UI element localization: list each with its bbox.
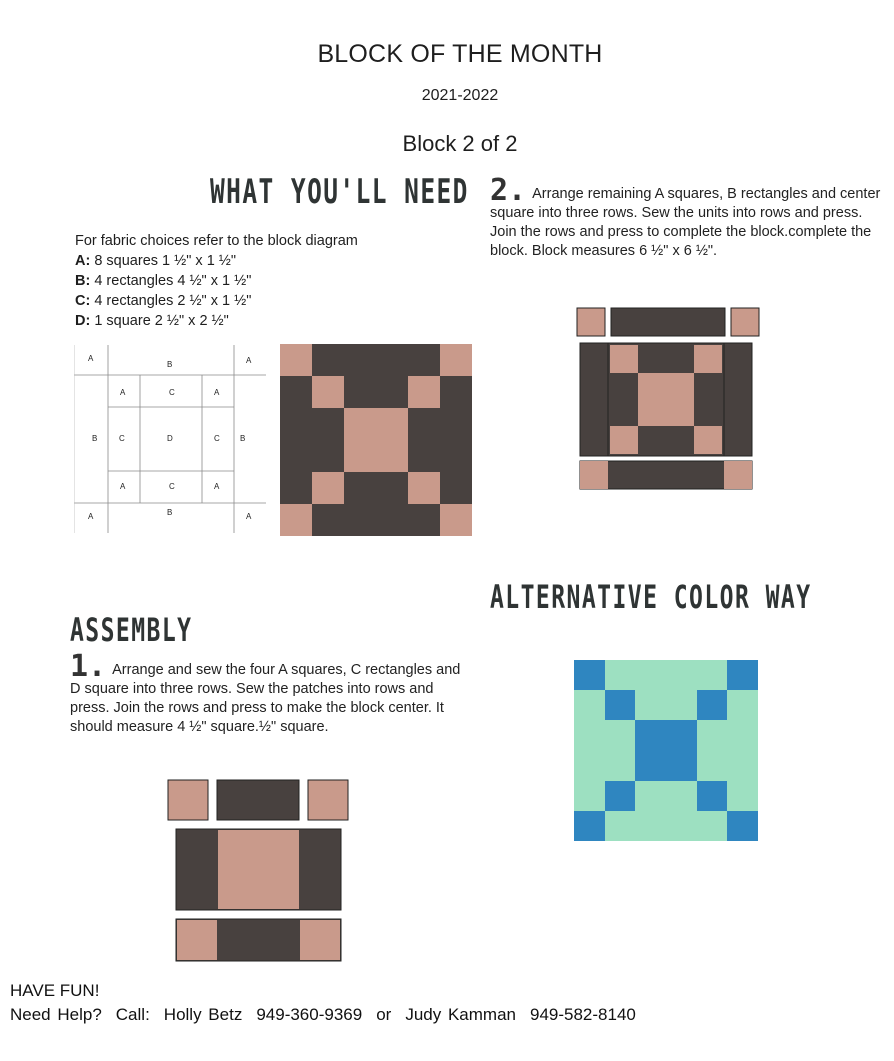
help-contact-line	[10, 1005, 650, 1025]
label-c: C	[214, 434, 220, 443]
block-number: Block 2 of 2	[402, 131, 518, 156]
block-diagram	[74, 345, 274, 535]
label-b: B	[92, 434, 98, 443]
page-title: BLOCK OF THE MONTH	[317, 40, 603, 68]
step1-diagram	[166, 778, 356, 966]
fabric-item-a: A: 8 squares 1 ½" x 1 ½"	[75, 253, 237, 269]
label-a: A	[214, 482, 220, 491]
label-b: B	[240, 434, 246, 443]
label-a: A	[88, 512, 94, 521]
label-a: A	[88, 354, 94, 363]
fabric-item-c: C: 4 rectangles 2 ½" x 1 ½"	[75, 293, 252, 309]
label-a: A	[120, 482, 126, 491]
step-1: 1. Arrange and sew the four A squares, C rectangles and D square into three rows. Sew the patches into rows and press. Join the rows and press to make the block center. It should measure 4 ½" square.½" square.	[70, 649, 461, 735]
label-a: A	[246, 356, 252, 365]
step-2: 2. Arrange remaining A squares, B rectangles and center square into three rows. Sew the units into rows and press. Join the rows and press to complete the block.complete the block. Block measures 6 ½" x 6 ½".	[490, 173, 881, 259]
what-youll-need-heading: WHAT YOU'LL NEED	[210, 172, 469, 212]
contact2-phone[interactable]: 949-582-8140	[530, 1005, 636, 1024]
label-c: C	[169, 388, 175, 397]
label-a: A	[214, 388, 220, 397]
label-b: B	[167, 360, 173, 369]
alternative-color-way-heading: ALTERNATIVE COLOR WAY	[490, 578, 812, 616]
step2-diagram	[575, 306, 775, 492]
fabric-item-b: B: 4 rectangles 4 ½" x 1 ½"	[75, 273, 252, 289]
fabric-item-d: D: 1 square 2 ½" x 2 ½"	[75, 313, 229, 329]
label-a: A	[246, 512, 252, 521]
label-c: C	[169, 482, 175, 491]
fabric-list	[75, 231, 358, 331]
call-label: Call:	[115, 1005, 150, 1024]
year-range: 2021-2022	[421, 87, 499, 104]
assembly-heading: ASSEMBLY	[70, 611, 193, 649]
or-text: or	[376, 1005, 392, 1024]
help-label: Need Help?	[10, 1005, 102, 1024]
contact1-phone[interactable]: 949-360-9369	[256, 1005, 363, 1024]
have-fun-text: HAVE FUN!	[10, 981, 100, 1000]
contact1-name: Holly Betz	[163, 1005, 243, 1024]
label-d: D	[167, 434, 173, 443]
alternative-block	[574, 660, 760, 842]
label-b: B	[167, 508, 173, 517]
finished-block	[280, 344, 472, 536]
label-a: A	[120, 388, 126, 397]
contact2-name: Judy Kamman	[405, 1005, 516, 1024]
label-c: C	[119, 434, 125, 443]
fabric-intro: For fabric choices refer to the block diagram	[75, 233, 358, 249]
